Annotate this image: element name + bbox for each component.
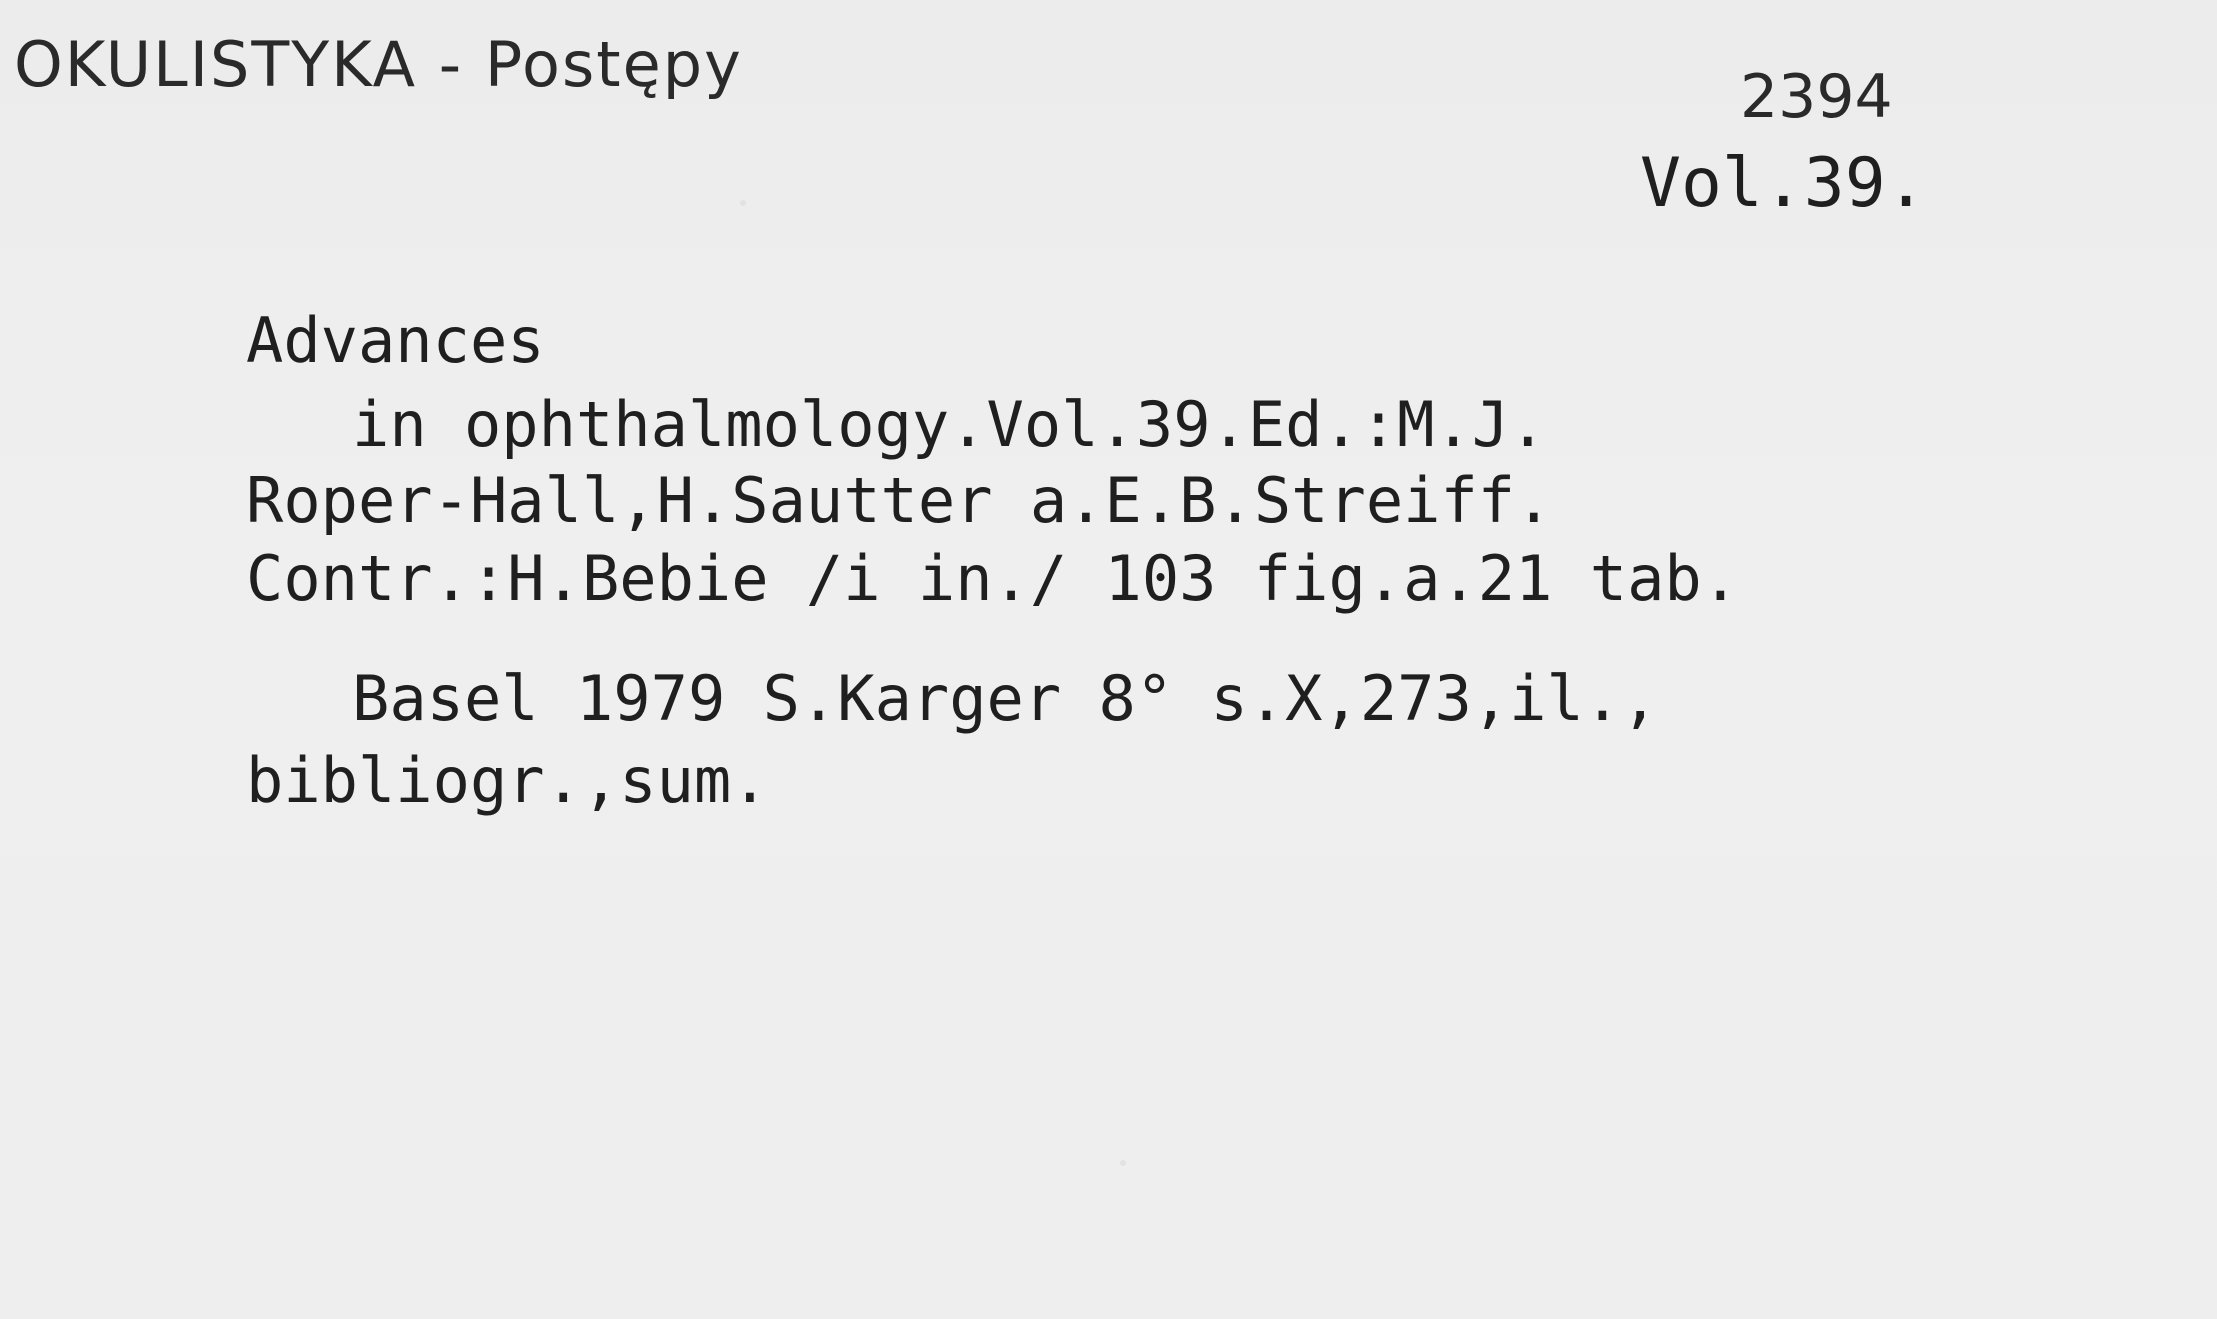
description-line-3: Contr.:H.Bebie /i in./ 103 fig.a.21 tab. bbox=[246, 542, 1740, 615]
volume-label: Vol.39. bbox=[1640, 144, 1927, 223]
description-line-1: in ophthalmology.Vol.39.Ed.:M.J. bbox=[352, 388, 1547, 461]
imprint-line: Basel 1979 S.Karger 8° s.X,273,il., bbox=[352, 662, 1659, 735]
title-line: Advances bbox=[246, 304, 545, 377]
paper-mark bbox=[740, 200, 746, 206]
notes-line: bibliogr.,sum. bbox=[246, 744, 769, 817]
paper-mark bbox=[1120, 1160, 1126, 1166]
description-line-2: Roper-Hall,H.Sautter a.E.B.Streiff. bbox=[246, 464, 1553, 537]
call-number: 2394 bbox=[1740, 62, 1893, 132]
subject-heading: OKULISTYKA - Postępy bbox=[14, 28, 743, 101]
